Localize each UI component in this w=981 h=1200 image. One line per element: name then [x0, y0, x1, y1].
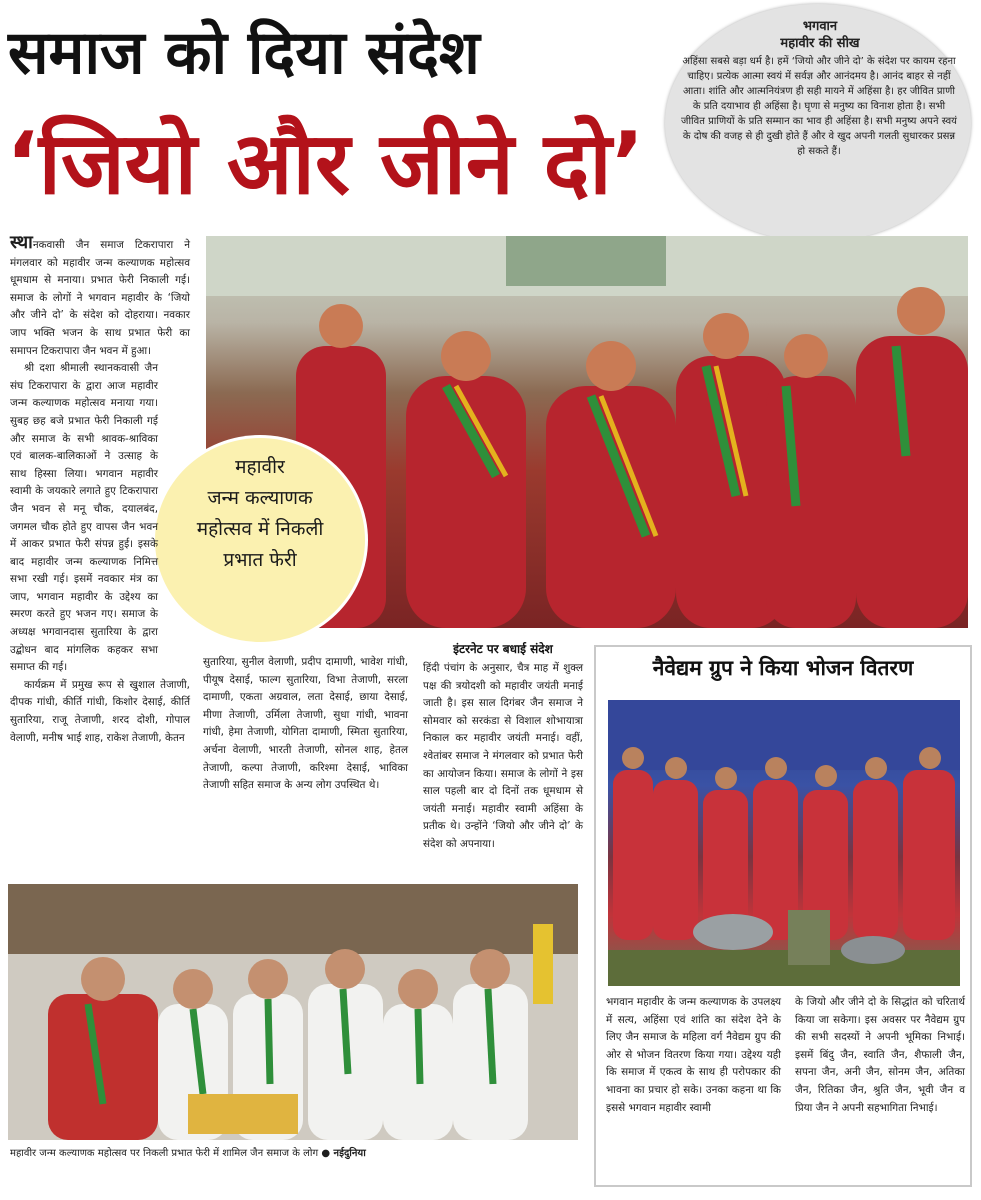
naivedyam-title: नैवेद्यम ग्रुप ने किया भोजन वितरण — [652, 656, 914, 680]
article-para1-text: नकवासी जैन समाज टिकरापारा ने मंगलवार को महावीर जन्म कल्याणक महोत्सव धूमधाम से मनाया। प्रभात फेरी निकाली गई। समाज के लोगों ने भगवान महावीर के ‘जियो और जीने दो’ के संदेश को दोहराया। नवकार जाप भक्ति भजन के साथ प्रभात फेरी का समापन टिकरापारा जैन भवन में हुआ। — [10, 239, 190, 357]
quote-title-line2: महावीर की सीख — [780, 36, 860, 51]
badge-line2: जन्म कल्याणक — [207, 487, 313, 509]
headline-line2: ‘जियो और जीने दो’ — [6, 114, 645, 214]
group-photo-art — [8, 884, 578, 1140]
naivedyam-col1: भगवान महावीर के जन्म कल्याणक के उपलक्ष्य में सत्य, अहिंसा एवं शांति का संदेश देने के लिए जैन समाज के महिला वर्ग नैवेद्यम ग्रुप की ओर से भोजन वितरण किया गया। उद्देश्य यही कि समाज में एकत्व के साथ ही परोपकार की भावना का प्रचार हो सके। उनका कहना था कि इससे भगवान महावीर स्वामी — [606, 996, 781, 1114]
group-photo — [8, 884, 578, 1140]
food-distribution-photo — [608, 700, 960, 986]
naivedyam-col2: के जियो और जीने दो के सिद्धांत को चरितार्थ किया जा सकेगा। इस अवसर पर नैवेद्यम ग्रुप की सभी सदस्यों ने अपनी भूमिका निभाई। इसमें बिंदु जैन, स्वाति जैन, शैफाली जैन, सपना जैन, अनी जैन, सोनम जैन, अतिका जैन, रितिका जैन, श्रुति जैन, भूवी जैन व प्रिया जैन ने अपनी सहभागिता निभाई। — [795, 996, 965, 1114]
article-column-1 — [10, 234, 190, 747]
article-para3: कार्यक्रम में प्रमुख रूप से खुशाल तेजाणी, दीपक गांधी, कीर्ति गांधी, किशोर देसाई, कीर्ति सुतारिया, राजू तेजाणी, शरद दोशी, गोपाल वेलाणी, मनीष भाई शाह, राकेश तेजाणी, केतन — [10, 678, 190, 744]
quote-body: अहिंसा सबसे बड़ा धर्म है। हमें ‘जियो और जीने दो’ के संदेश पर कायम रहना चाहिए। प्रत्येक आत्मा स्वयं में सर्वज्ञ और आनंदमय है। आनंद बाहर से नहीं आता। शांति और आत्मनियंत्रण ही सही मायने में अहिंसा है। हर जीवित प्राणी के प्रति दयाभाव ही अहिंसा है। घृणा से मनुष्य का विनाश होता है। सभी जीवित प्राणियों के प्रति सम्मान का भाव ही अहिंसा है। सभी मनुष्य अपने स्वयं के दोष की वजह से ही दुखी होते हैं और वे खुद अपनी गलती सुधारकर प्रसन्न हो सकते हैं। — [681, 56, 957, 157]
article-para2: श्री दशा श्रीमाली स्थानकवासी जैन संघ टिकरापारा के द्वारा आज महावीर जन्म कल्याणक महोत्सव मनाया गया। सुबह छह बजे प्रभात फेरी निकाली गई और समाज के सभी श्रावक-श्राविका एवं बालक-बालिकाओं ने उत्साह के साथ हिस्सा लिया। भगवान महावीर स्वामी के जयकारे लगाते हुए टिकरापारा जैन भवन से मनू चौक, दयालबंद, जगमल चौक होते हुए वापस जैन भवन में आकर प्रभात फेरी संपन्न हुई। इसके बाद महावीर जन्म कल्याणक निमित्त सभा रखी गई। इसमें नवकार मंत्र का जाप, भगवान महावीर के उद्देश्य का स्मरण करते हुए भजन गए। समाज के अध्यक्ष भगवानदास सुतारिया के द्वारा उद्बोधन बाद मांगलिक कहकर सभा समाप्त की गई। — [10, 362, 158, 674]
internet-section-title: इंटरनेट पर बधाई संदेश — [453, 642, 553, 656]
article-column-2: सुतारिया, सुनील वेलाणी, प्रदीप दामाणी, भावेश गांधी, पीयूष देसाई, फाल्ग सुतारिया, विभा तेजाणी, सरला दामाणी, एकता अग्रवाल, लता देसाई, छाया देसाई, मीणा तेजाणी, उर्मिला तेजाणी, सुधा गांधी, भावना गांधी, हेमा तेजाणी, योगिता दामाणी, स्मिता सुतारिया, अर्चना वेलाणी, भारती तेजाणी, सोनल शाह, हेतल तेजाणी, कल्पा तेजाणी, करिश्मा देसाई, भाविका तेजाणी सहित समाज के अन्य लोग उपस्थित थे। — [203, 656, 408, 792]
quote-title-line1: भगवान — [802, 19, 838, 34]
article-dropcap: स्था — [10, 232, 33, 253]
quote-title — [740, 18, 900, 52]
badge-line1: महावीर — [235, 456, 285, 478]
article-para1 — [10, 234, 190, 360]
internet-section-body: हिंदी पंचांग के अनुसार, चैत्र माह में शुक्ल पक्ष की त्रयोदशी को महावीर जयंती मनाई जाती है। इस साल दिगंबर जैन समाज ने सोमवार को सरकंडा से विशाल शोभायात्रा निकाल कर महावीर जयंती मनाई। वहीं, श्वेतांबर समाज ने मंगलवार को प्रभात फेरी का आयोजन किया। समाज के लोगों ने इस साल पहली बार दो दिनों तक धूमधाम से जयंती मनाई। महावीर स्वामी अहिंसा के प्रतीक थे। उन्होंने ‘जियो और जीने दो’ के संदेश को अपनाया। — [423, 662, 583, 850]
headline-line1: समाज को दिया संदेश — [8, 18, 480, 88]
caption-text: महावीर जन्म कल्याणक महोत्सव पर निकली प्रभात फेरी में शामिल जैन समाज के लोग — [10, 1148, 319, 1159]
badge-line4: प्रभात फेरी — [223, 549, 297, 571]
badge-line3: महोत्सव में निकली — [196, 518, 324, 540]
food-distribution-photo-art — [608, 700, 960, 986]
caption-brand: ● नईदुनिया — [321, 1148, 366, 1159]
photo-caption — [10, 1145, 580, 1159]
highlight-badge-text — [165, 452, 355, 576]
